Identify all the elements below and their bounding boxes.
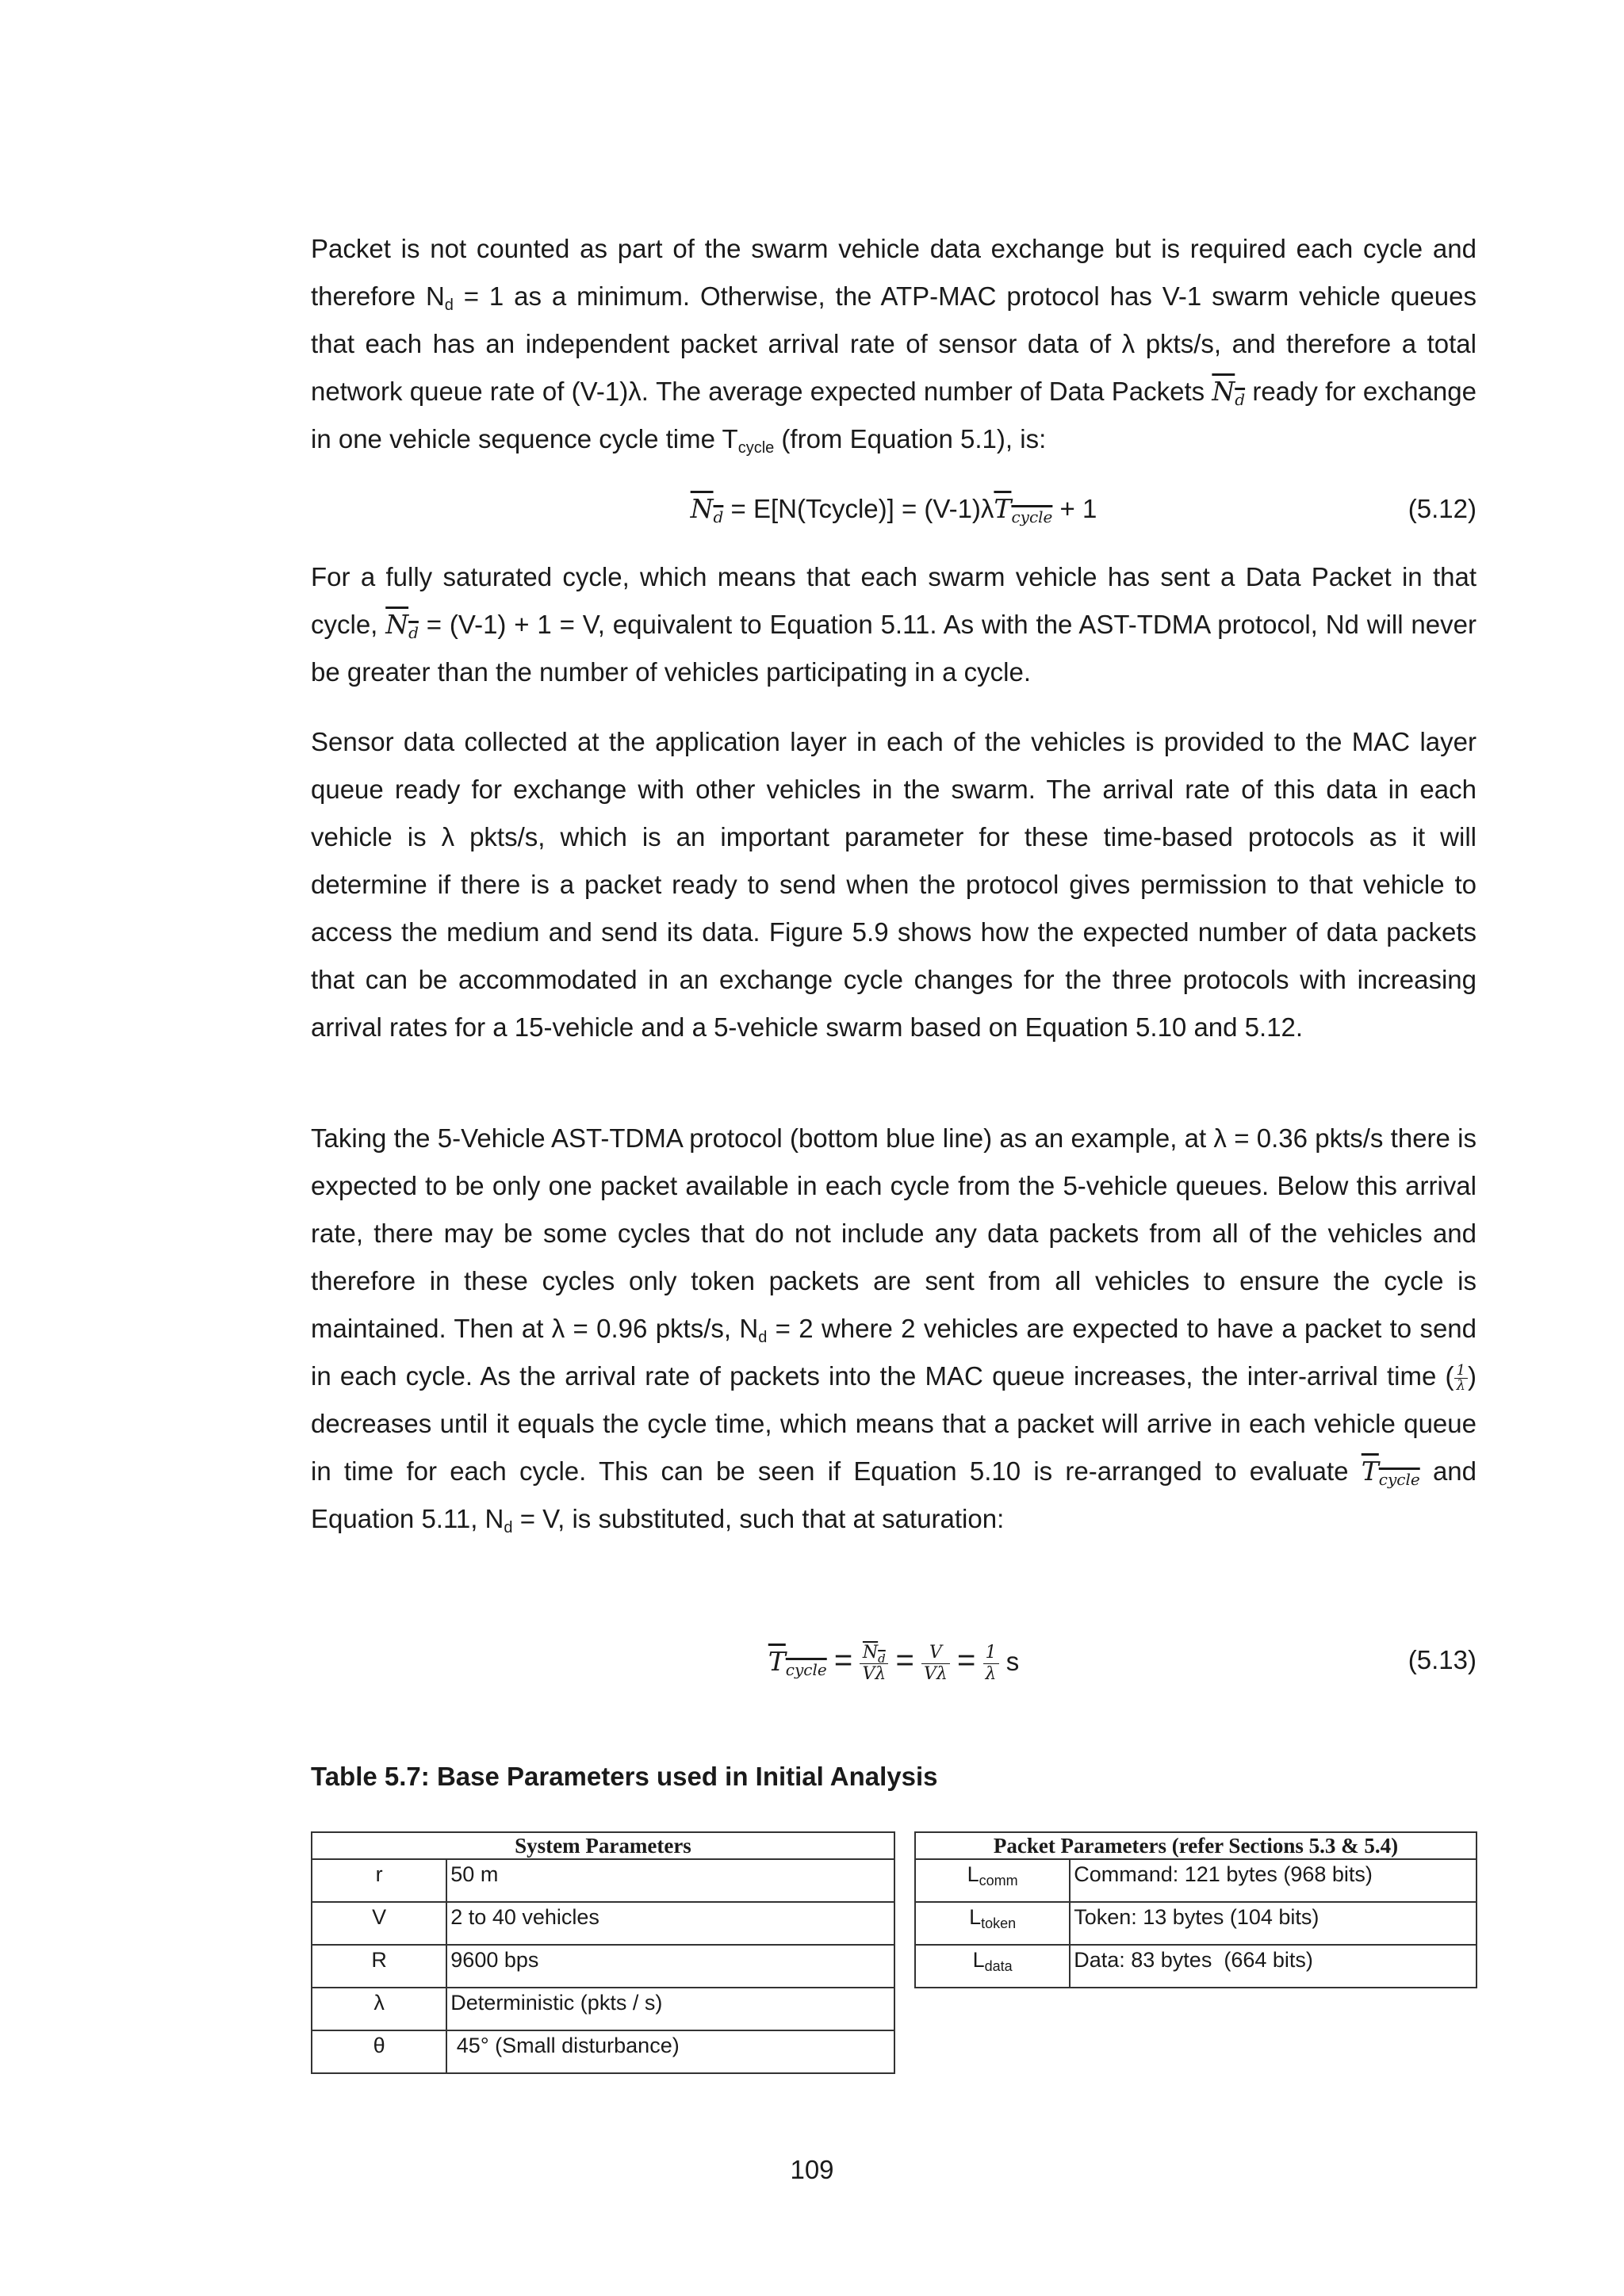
- table-header: Packet Parameters (refer Sections 5.3 & 5.4): [915, 1832, 1477, 1859]
- equation-5-12: $N_d$ = E[N(Tcycle)] = $(V-1)\lambda T_{cycle} + 1$ (5.12): [311, 485, 1477, 533]
- paragraph-3: Sensor data collected at the application layer in each of the vehicles is provided to the MAC layer queue ready for exchange with other vehicles in the swarm. The arrival rate of this data in each vehicle is λ pkts/s, which is an important parameter for these time-based protocols as it will determine if there is a packet ready to send when the protocol gives permission to that vehicle to access the medium and send its data. Figure 5.9 shows how the expected number of data packets that can be accommodated in an exchange cycle changes for the three protocols with increasing arrival rates for a 15-vehicle and a 5-vehicle swarm based on Equation 5.10 and 5.12.: [311, 727, 1477, 1042]
- table-row: R 9600 bps: [312, 1945, 894, 1988]
- equation-number: (5.13): [1408, 1645, 1477, 1674]
- paragraph-1: Packet is not counted as part of the swarm vehicle data exchange but is required each cycle and therefore $N_d = 1$ as a minimum. Otherwise, the ATP-MAC protocol has V-1 swarm vehicle queues that each has an independent packet arrival rate of sensor data of λ pkts/s, and therefore a total network queue rate of (V-1)λ. The average expected number of Data Packets $N_d$ ready for exchange in one vehicle sequence cycle time $T_{cycle}$ (from Equation 5.1), is:: [311, 234, 1477, 457]
- paragraph-4: Taking the 5-Vehicle AST-TDMA protocol (bottom blue line) as an example, at λ = 0.36 pkts/s there is expected to be only one packet available in each cycle from the 5-vehicle queues. Below this arrival rate, there may be some cycles that do not include any data packets from all of the vehicles and therefore in these cycles only token packets are sent from all vehicles to ensure the cycle is maintained. Then at λ = 0.96 pkts/s, $N_d = 2$ where 2 vehicles are expected to have a packet to send in each cycle. As the arrival rate of packets into the MAC queue increases, the inter-arrival time ( $\frac{1}{\lambda}$ ) decreases until it equals the cycle time, which means that a packet will arrive in each vehicle queue in time for each cycle. This can be seen if Equation 5.10 is re-arranged to evaluate $T_{cycle}$ and Equation 5.11, $N_d = V$, is substituted, such that at saturation:: [311, 1123, 1477, 1536]
- equation-5-13: $T_{cycle}$ = $\frac{N_d}{V\lambda}$ = $\frac{V}{V\lambda}$ = $\frac{1}{\lambda}$ s (5.13): [311, 1628, 1477, 1692]
- paragraph-2: For a fully saturated cycle, which means that each swarm vehicle has sent a Data Packet in that cycle, $N_d = (V-1) + 1 = V$, equivalent to Equation 5.11. As with the AST-TDMA protocol, Nd will never be greater than the number of vehicles participating in a cycle.: [311, 562, 1477, 687]
- table-row: θ 45° (Small disturbance): [312, 2030, 894, 2073]
- table-row: r 50 m: [312, 1859, 894, 1902]
- table-row: λ Deterministic (pkts / s): [312, 1988, 894, 2030]
- table-header: System Parameters: [312, 1832, 894, 1859]
- table-caption: Table 5.7: Base Parameters used in Initial Analysis: [311, 1762, 938, 1791]
- equation-number: (5.12): [1408, 494, 1477, 523]
- table-row: $L_{data}$ Data: 83 bytes (664 bits): [915, 1945, 1477, 1988]
- table-row: $L_{comm}$ Command: 121 bytes (968 bits): [915, 1859, 1477, 1902]
- page-number: 109: [790, 2155, 834, 2184]
- table-row: V 2 to 40 vehicles: [312, 1902, 894, 1945]
- packet-parameters-table: [914, 1831, 1477, 1988]
- table-row: $L_{token}$ Token: 13 bytes (104 bits): [915, 1902, 1477, 1945]
- nd-bar-symbol: $N_d$: [1212, 376, 1246, 409]
- system-parameters-table: [311, 1831, 895, 2074]
